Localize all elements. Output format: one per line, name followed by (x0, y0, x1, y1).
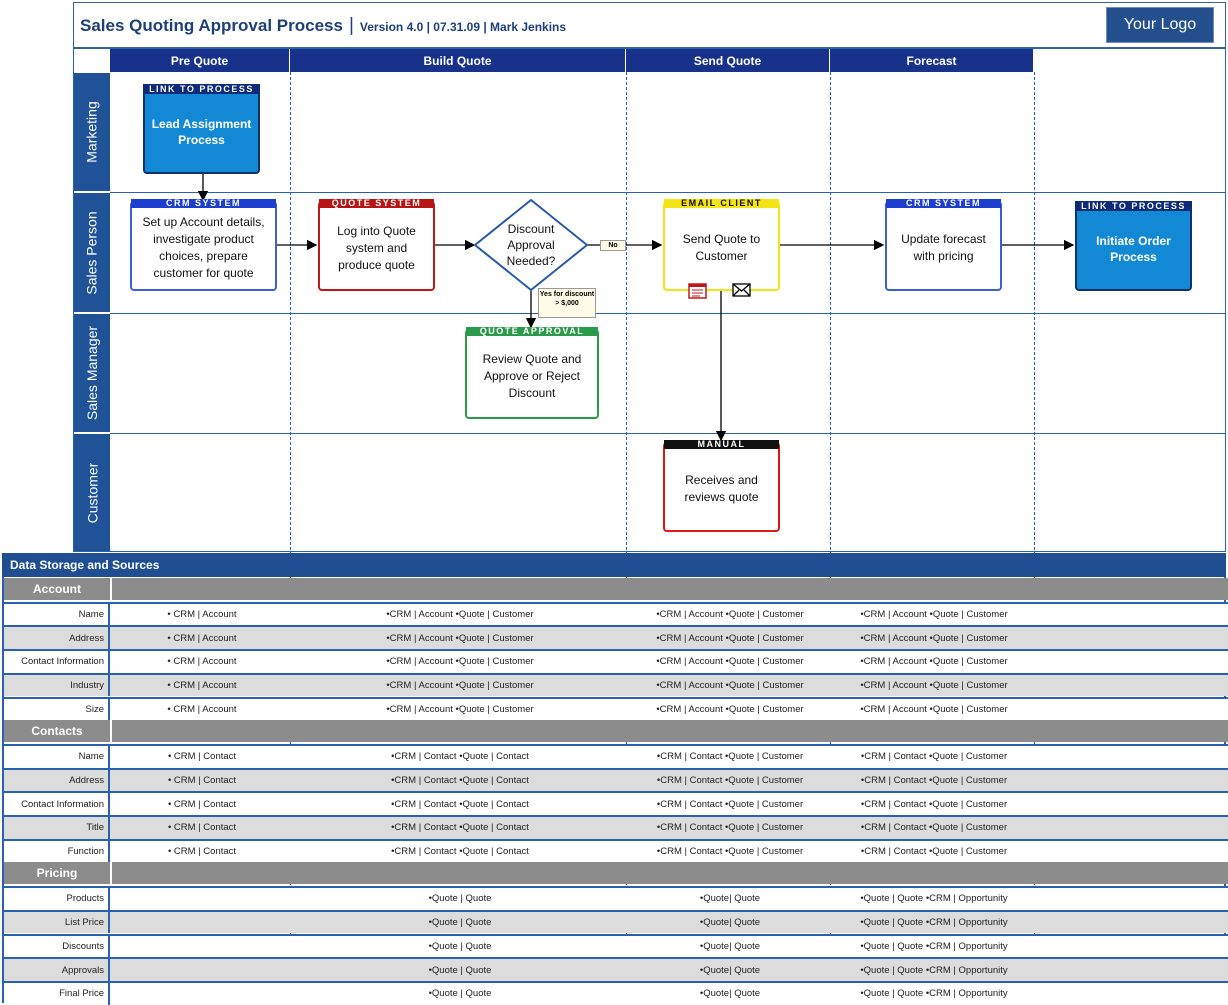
table-row (4, 957, 1228, 981)
group-header-row (4, 720, 1228, 742)
row-label: Address (4, 627, 110, 649)
table-cell: • CRM | Account (167, 680, 237, 692)
group-label: Account (4, 578, 112, 600)
lane-customer-label: Customer (84, 462, 100, 523)
table-cell: •CRM | Contact •Quote | Customer (860, 798, 1008, 810)
table-row (4, 768, 1228, 792)
table-cell: •CRM | Contact •Quote | Contact (391, 822, 529, 834)
table-row (4, 815, 1228, 839)
table-cell: •CRM | Account •Quote | Customer (386, 703, 534, 715)
initiate-order-text: Initiate Order Process (1096, 234, 1171, 264)
no-label: No (600, 240, 626, 251)
table-cell (112, 959, 292, 981)
crm-forecast-text: Update forecast with pricing (901, 232, 986, 263)
table-row (4, 981, 1228, 1005)
group-header-row (4, 862, 1228, 884)
row-label: Contact Information (4, 651, 110, 673)
initiate-order-link[interactable] (1075, 201, 1192, 291)
quote-system-box (318, 198, 435, 291)
yes-label: Yes for discount > $,000 (538, 288, 596, 318)
crm-tag: CRM SYSTEM (131, 199, 276, 208)
row-label: Industry (4, 675, 110, 697)
table-cell: •Quote | Quote (428, 964, 492, 976)
table-cell: •Quote | Quote (428, 917, 492, 929)
row-label: Name (4, 746, 110, 768)
crm-setup-text: Set up Account details, investigate product choices, prepare customer for quote (142, 215, 265, 280)
lane-marketing-label: Marketing (84, 101, 100, 163)
table-cell: •CRM | Account •Quote | Customer (860, 632, 1008, 644)
crm-forecast-box (885, 198, 1002, 291)
table-row (4, 602, 1228, 626)
quote-tag: QUOTE SYSTEM (319, 199, 434, 208)
column-build-quote: Build Quote (290, 49, 626, 72)
row-label: Products (4, 888, 110, 910)
table-cell: •CRM | Account •Quote | Customer (386, 680, 534, 692)
link-tag: LINK TO PROCESS (1075, 201, 1192, 211)
row-label: Address (4, 770, 110, 792)
table-cell: • CRM | Contact (167, 822, 237, 834)
email-client-text: Send Quote to Customer (682, 232, 761, 263)
data-storage-title: Data Storage and Sources (2, 553, 1226, 577)
table-cell: •CRM | Contact •Quote | Customer (656, 846, 804, 858)
quote-approval-text: Review Quote and Approve or Reject Discount (482, 351, 582, 400)
table-cell: •Quote | Quote •CRM | Opportunity (860, 940, 1008, 952)
link-tag: LINK TO PROCESS (143, 84, 260, 94)
table-row (4, 934, 1228, 958)
subtitle-text: Version 4.0 | 07.31.09 | Mark Jenkins (359, 20, 567, 34)
table-cell (112, 888, 292, 910)
table-row (4, 791, 1228, 815)
table-cell: •Quote | Quote •CRM | Opportunity (860, 893, 1008, 905)
table-cell: •Quote| Quote (699, 940, 761, 952)
title-separator: | (348, 15, 354, 36)
table-cell: •Quote | Quote (428, 893, 492, 905)
table-cell: •CRM | Contact •Quote | Customer (656, 774, 804, 786)
row-label: Name (4, 604, 110, 626)
table-cell: •CRM | Contact •Quote | Customer (860, 846, 1008, 858)
row-label: Size (4, 699, 110, 721)
row-label: Contact Information (4, 793, 110, 815)
table-row (4, 649, 1228, 673)
table-row (4, 839, 1228, 863)
table-cell (112, 936, 292, 958)
manual-box (663, 439, 780, 532)
table-cell: •CRM | Contact •Quote | Customer (860, 751, 1008, 763)
crm-setup-box (130, 198, 277, 291)
table-cell: •Quote| Quote (699, 964, 761, 976)
lead-assignment-link[interactable] (143, 84, 260, 174)
table-cell: •CRM | Account •Quote | Customer (386, 632, 534, 644)
table-cell: •Quote | Quote •CRM | Opportunity (860, 917, 1008, 929)
approval-tag: QUOTE APPROVAL (466, 327, 598, 336)
document-icon (688, 283, 707, 299)
table-row (4, 697, 1228, 721)
table-cell: • CRM | Account (167, 632, 237, 644)
table-cell: •Quote | Quote •CRM | Opportunity (860, 988, 1008, 1000)
table-cell: • CRM | Contact (167, 846, 237, 858)
table-row (4, 910, 1228, 934)
table-cell: •Quote | Quote (428, 988, 492, 1000)
table-cell: • CRM | Contact (167, 798, 237, 810)
logo-placeholder: Your Logo (1106, 7, 1214, 43)
data-storage-table (2, 577, 1226, 1003)
table-cell: •Quote| Quote (699, 917, 761, 929)
table-cell: •CRM | Account •Quote | Customer (656, 632, 804, 644)
table-cell: •CRM | Account •Quote | Customer (386, 656, 534, 668)
table-cell: • CRM | Account (167, 609, 237, 621)
table-cell: •CRM | Contact •Quote | Contact (391, 798, 529, 810)
manual-tag: MANUAL (664, 440, 779, 449)
table-row (4, 744, 1228, 768)
table-row (4, 673, 1228, 697)
group-label: Pricing (4, 862, 112, 884)
table-cell: •Quote| Quote (699, 988, 761, 1000)
manual-text: Receives and reviews quote (684, 473, 759, 504)
table-cell: •CRM | Contact •Quote | Contact (391, 846, 529, 858)
lead-assignment-text: Lead Assignment Process (151, 117, 252, 147)
row-label: Approvals (4, 959, 110, 981)
row-label: List Price (4, 912, 110, 934)
envelope-icon (732, 283, 751, 297)
table-cell: •Quote| Quote (699, 893, 761, 905)
table-cell: • CRM | Contact (167, 751, 237, 763)
column-send-quote: Send Quote (626, 49, 830, 72)
table-row (4, 625, 1228, 649)
title-text: Sales Quoting Approval Process (80, 16, 343, 35)
email-client-box (663, 198, 780, 291)
decision-text: Discount Approval Needed? (506, 222, 556, 268)
table-cell: •CRM | Account •Quote | Customer (656, 609, 804, 621)
table-cell: •Quote | Quote •CRM | Opportunity (860, 964, 1008, 976)
table-cell: •CRM | Contact •Quote | Contact (391, 751, 529, 763)
row-label: Title (4, 817, 110, 839)
table-cell: •CRM | Contact •Quote | Customer (656, 751, 804, 763)
table-cell: •CRM | Account •Quote | Customer (656, 656, 804, 668)
table-cell: •CRM | Account •Quote | Customer (386, 609, 534, 621)
row-label: Function (4, 841, 110, 863)
lane-sales-person-label: Sales Person (84, 210, 100, 295)
crm-tag: CRM SYSTEM (886, 199, 1001, 208)
table-cell: •CRM | Account •Quote | Customer (860, 680, 1008, 692)
table-cell: •CRM | Account •Quote | Customer (860, 656, 1008, 668)
table-cell (112, 983, 292, 1005)
table-cell: • CRM | Account (167, 703, 237, 715)
table-cell: •CRM | Account •Quote | Customer (860, 609, 1008, 621)
table-cell: •CRM | Contact •Quote | Customer (656, 798, 804, 810)
row-label: Final Price (4, 983, 110, 1005)
column-pre-quote: Pre Quote (110, 49, 290, 72)
quote-approval-box (465, 326, 599, 419)
lane-sales-manager-label: Sales Manager (84, 325, 101, 421)
row-label: Discounts (4, 936, 110, 958)
table-cell: •CRM | Contact •Quote | Customer (656, 822, 804, 834)
table-cell: •CRM | Contact •Quote | Contact (391, 774, 529, 786)
table-row (4, 886, 1228, 910)
group-label: Contacts (4, 720, 112, 742)
table-cell: •CRM | Account •Quote | Customer (656, 680, 804, 692)
table-cell: •CRM | Account •Quote | Customer (860, 703, 1008, 715)
quote-system-text: Log into Quote system and produce quote (337, 223, 416, 272)
table-cell: • CRM | Contact (167, 774, 237, 786)
column-forecast: Forecast (830, 49, 1034, 72)
table-cell: •Quote | Quote (428, 940, 492, 952)
table-cell: •CRM | Contact •Quote | Customer (860, 822, 1008, 834)
group-header-row (4, 578, 1228, 600)
table-cell: •CRM | Account •Quote | Customer (656, 703, 804, 715)
table-cell (112, 912, 292, 934)
table-cell: • CRM | Account (167, 656, 237, 668)
table-cell: •CRM | Contact •Quote | Customer (860, 774, 1008, 786)
email-tag: EMAIL CLIENT (664, 199, 779, 208)
